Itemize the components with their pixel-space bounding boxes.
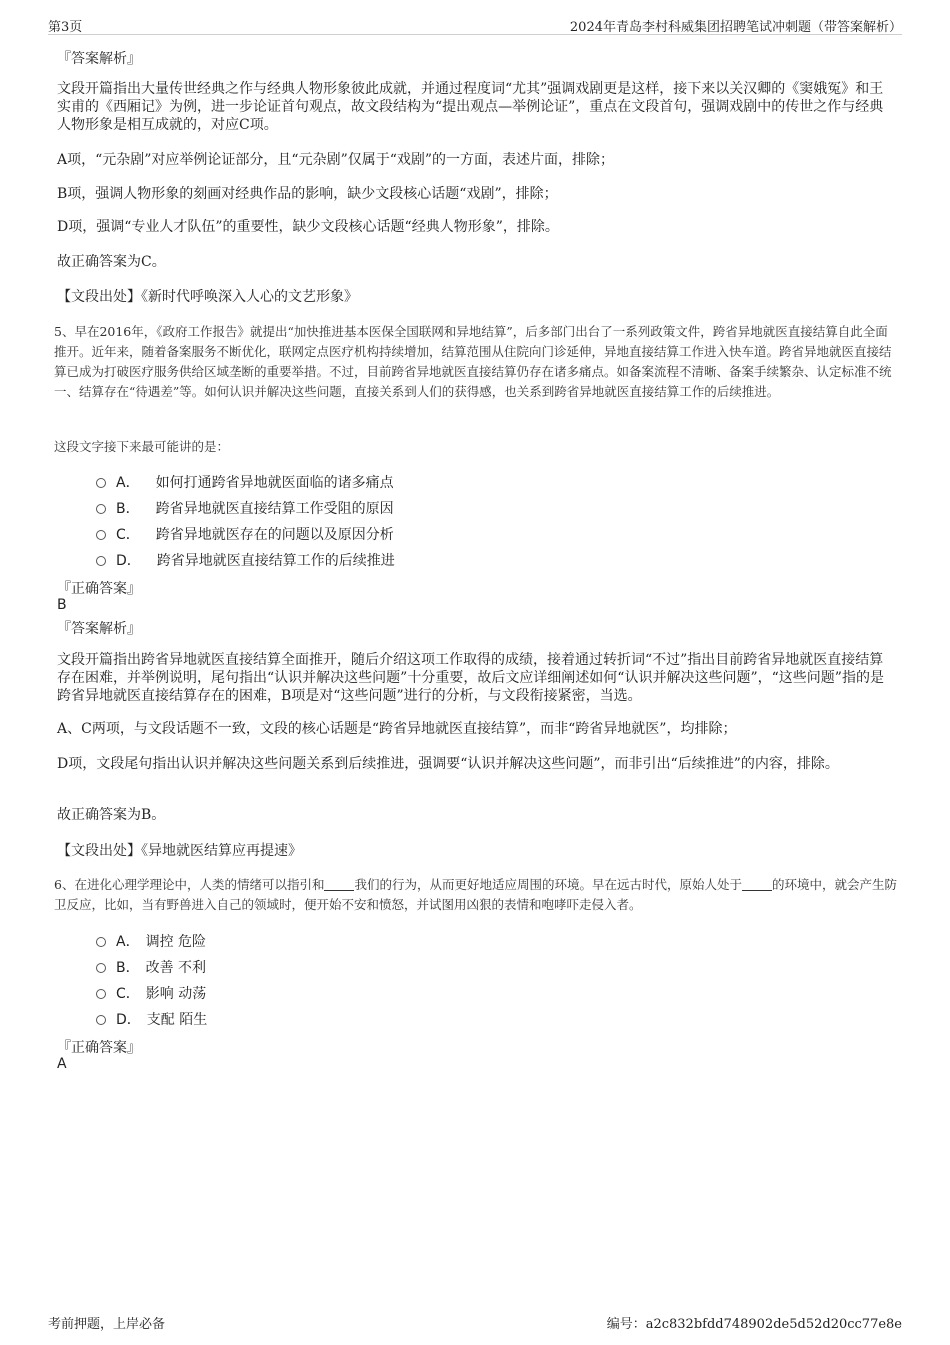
option-text: 跨省异地就医直接结算工作的后续推进 [156, 553, 395, 569]
radio-icon[interactable] [96, 504, 106, 514]
option-text: 影响 动荡 [145, 986, 207, 1002]
q4-analysis-label: 『答案解析』 [57, 51, 141, 67]
document-id: 编号：a2c832bfdd748902de5d52d20cc77e8e [606, 1317, 902, 1332]
option-letter: C． [116, 527, 140, 543]
q6-option-b[interactable] [96, 957, 206, 977]
option-letter: D． [116, 553, 141, 569]
q5-analysis-para2: A、C两项，与文段话题不一致，文段的核心话题是“跨省异地就医直接结算”，而非“跨省异地就医”，均排除； [57, 721, 737, 737]
q4-source: 【文段出处】《新时代呼唤深入人心的文艺形象》 [57, 289, 358, 305]
q5-answer-label: 『正确答案』 [57, 581, 141, 597]
q5-analysis-label: 『答案解析』 [57, 621, 141, 637]
q4-analysis-para4: D项，强调“专业人才队伍”的重要性，缺少文段核心话题“经典人物形象”，排除。 [57, 219, 559, 235]
q6-stem-part3: 的环境中，就会产生防卫反应，比如，当有野兽进入自己的领域时，便开始不安和愤怒，并试图用凶狠的表情和咆哮吓走侵入者。 [54, 877, 897, 912]
document-title: 2024年青岛李村科威集团招聘笔试冲刺题（带答案解析） [569, 20, 902, 35]
q5-answer: B [57, 597, 67, 613]
q5-source: 【文段出处】《异地就医结算应再提速》 [57, 843, 302, 859]
q4-conclusion: 故正确答案为C。 [57, 254, 166, 270]
option-text: 支配 陌生 [146, 1012, 208, 1028]
page-number: 第3页 [48, 20, 83, 35]
radio-icon[interactable] [96, 989, 106, 999]
q4-analysis-para1: 文段开篇指出大量传世经典之作与经典人物形象彼此成就，并通过程度词“尤其”强调戏剧更是这样，接下来以关汉卿的《窦娥冤》和王实甫的《西厢记》为例，进一步论证首句观点，故文段结构为“提出观点—举例论证”，重点在文段首句，强调戏剧中的传世之作与经典人物形象是相互成就的，对应C项。 [57, 81, 884, 133]
q5-option-a[interactable] [96, 472, 394, 492]
radio-icon[interactable] [96, 937, 106, 947]
option-letter: B． [116, 501, 140, 517]
option-letter: D． [116, 1012, 141, 1028]
q6-option-c[interactable] [96, 983, 206, 1003]
fill-blank [324, 878, 354, 891]
option-text: 调控 危险 [145, 934, 207, 950]
option-letter: A． [116, 934, 140, 950]
fill-blank [742, 878, 772, 891]
q5-analysis-para3: D项，文段尾句指出认识并解决这些问题关系到后续推进，强调要“认识并解决这些问题”，而非引出“后续推进”的内容，排除。 [57, 756, 839, 772]
footer-slogan: 考前押题，上岸必备 [48, 1317, 166, 1332]
radio-icon[interactable] [96, 1015, 106, 1025]
q6-stem [54, 875, 899, 915]
q5-conclusion: 故正确答案为B。 [57, 807, 166, 823]
q5-option-b[interactable] [96, 498, 394, 518]
q6-option-a[interactable] [96, 931, 206, 951]
q5-stem: 5、早在2016年，《政府工作报告》就提出“加快推进基本医保全国联网和异地结算”，后多部门出台了一系列政策文件，跨省异地就医直接结算自此全面推开。近年来，随着备案服务不断优化，联网定点医疗机构持续增加，结算范围从住院向门诊延伸，异地直接结算工作进入快车道。跨省异地就医直接结算已成为打破医疗服务供给区域垄断的重要举措。不过，目前跨省异地就医直接结算仍存在诸多痛点。如备案流程不清晰、备案手续繁杂、认定标准不统一、结算存在“待遇差”等。如何认识并解决这些问题，直接关系到人们的获得感，也关系到跨省异地就医直接结算工作的后续推进。 [54, 324, 892, 399]
q6-answer: A [57, 1056, 67, 1072]
option-text: 跨省异地就医存在的问题以及原因分析 [155, 527, 394, 543]
q5-analysis-para1: 文段开篇指出跨省异地就医直接结算全面推开，随后介绍这项工作取得的成绩，接着通过转折词“不过”指出目前跨省异地就医直接结算存在困难，并举例说明，尾句指出“认识并解决这些问题”十分重要，故后文应详细阐述如何“认识并解决这些问题”，“这些问题”指的是跨省异地就医直接结算存在的困难，B项是对“这些问题”进行的分析，与文段衔接紧密，当选。 [57, 652, 884, 704]
radio-icon[interactable] [96, 963, 106, 973]
q5-lead: 这段文字接下来最可能讲的是： [54, 439, 230, 454]
q5-option-d[interactable] [96, 550, 395, 570]
page-header [48, 14, 902, 35]
option-text: 改善 不利 [145, 960, 207, 976]
q4-analysis-para2: A项，“元杂剧”对应举例论证部分，且“元杂剧”仅属于“戏剧”的一方面，表述片面，排除； [57, 152, 615, 168]
q6-stem-part2: 我们的行为，从而更好地适应周围的环境。早在远古时代，原始人处于 [354, 877, 742, 892]
option-letter: C． [116, 986, 140, 1002]
q5-option-c[interactable] [96, 524, 394, 544]
option-text: 跨省异地就医直接结算工作受阻的原因 [155, 501, 394, 517]
q6-option-d[interactable] [96, 1009, 207, 1029]
option-letter: B． [116, 960, 140, 976]
option-letter: A． [116, 475, 140, 491]
q6-answer-label: 『正确答案』 [57, 1040, 141, 1056]
option-text: 如何打通跨省异地就医面临的诸多痛点 [155, 475, 394, 491]
q6-stem-part1: 6、在进化心理学理论中，人类的情绪可以指引和 [54, 877, 325, 892]
radio-icon[interactable] [96, 530, 106, 540]
q4-analysis-para3: B项，强调人物形象的刻画对经典作品的影响，缺少文段核心话题“戏剧”，排除； [57, 186, 558, 202]
radio-icon[interactable] [96, 556, 106, 566]
radio-icon[interactable] [96, 478, 106, 488]
